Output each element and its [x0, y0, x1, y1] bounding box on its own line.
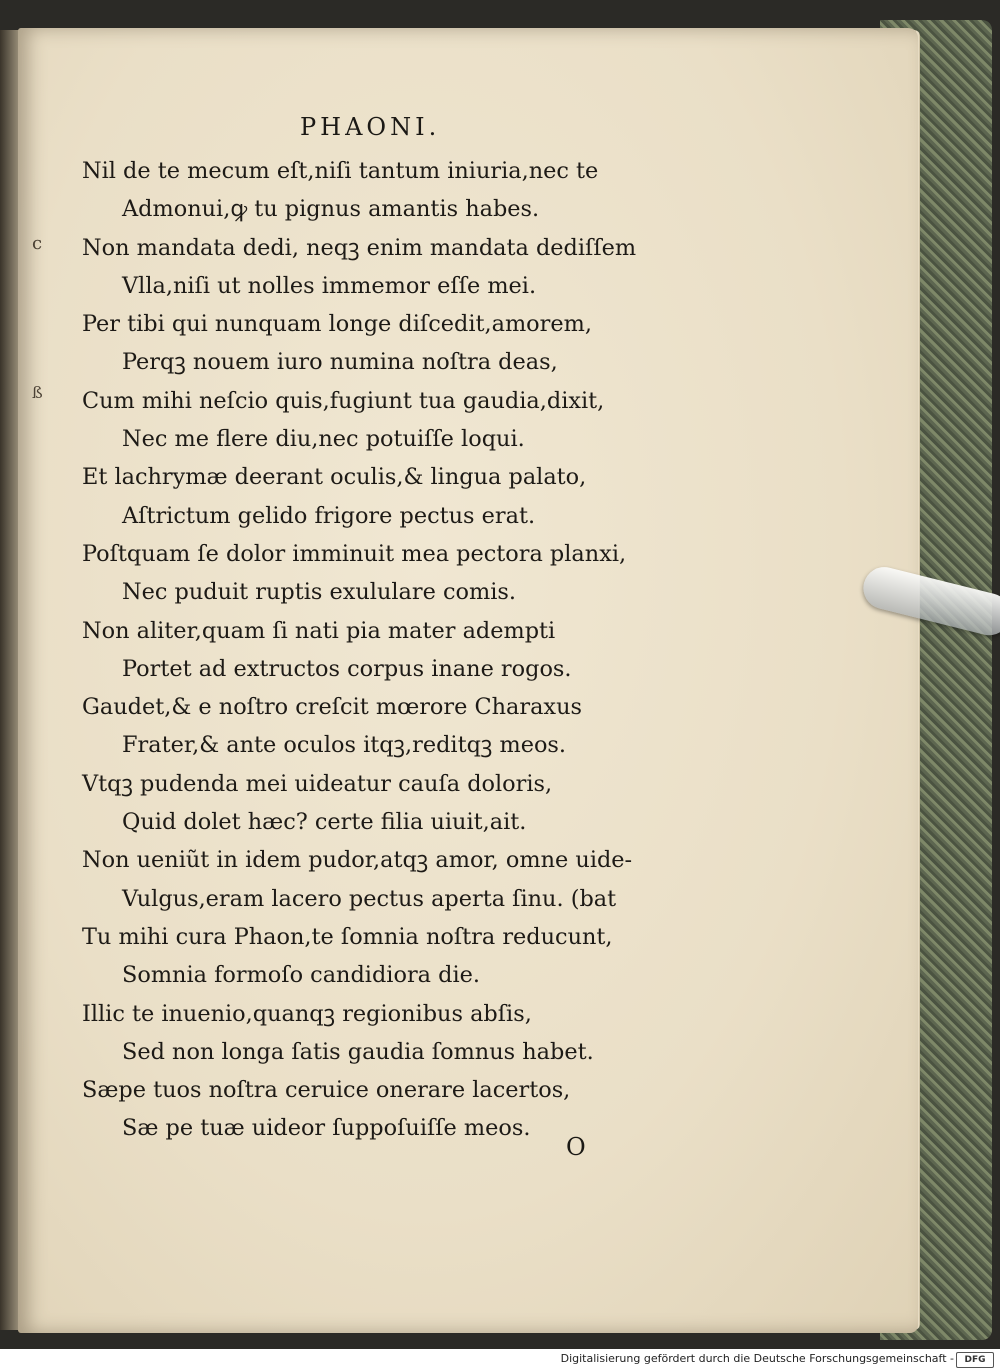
page-running-title: PHAONI. [300, 113, 441, 141]
verse-line: Nil de te mecum eſt,niſi tantum iniuria,nec te [82, 158, 599, 184]
verse-line: Poſtquam ſe dolor imminuit mea pectora planxi, [82, 540, 627, 567]
verse-line: Sæ pe tuæ uideor ſuppoſuiſſe meos. [122, 1115, 531, 1142]
verse-line: Nec me flere diu,nec potuiſſe loqui. [122, 426, 525, 453]
verse-line: Perqꝫ nouem iuro numina noſtra deas, [122, 349, 558, 376]
verse-line: Et lachrymæ deerant oculis,& lingua palato, [82, 464, 587, 491]
verse-line: Vlla,niſi ut nolles immemor eſſe mei. [122, 272, 537, 299]
verse-line: Sed non longa ſatis gaudia ſomnus habet. [122, 1038, 594, 1065]
margin-mark-lower: ß [32, 383, 43, 402]
digitization-footer [0, 1349, 1000, 1370]
verse-line: Nec puduit ruptis exululare comis. [122, 579, 516, 606]
verse-text-block [82, 152, 682, 1148]
verse-line: Portet ad extructos corpus inane rogos. [122, 655, 572, 682]
verse-line: Gaudet,& e noſtro creſcit mœrore Charaxus [82, 694, 582, 721]
verse-line: Frater,& ante oculos itqꝫ,reditqꝫ meos. [122, 732, 567, 759]
verse-line: Illic te inuenio,quanqꝫ regionibus abſis, [82, 1000, 532, 1027]
verse-line: Somnia formoſo candidiora die. [122, 962, 480, 989]
verse-line: Admonui,ꝙ tu pignus amantis habes. [122, 196, 540, 223]
margin-mark: c [32, 233, 43, 254]
verse-line: Aſtrictum gelido frigore pectus erat. [122, 502, 536, 529]
verse-line: Non mandata dedi, neqꝫ enim mandata dediſſem [82, 234, 637, 261]
verse-line: Vtqꝫ pudenda mei uideatur cauſa doloris, [82, 770, 553, 797]
verse-line: Non aliter,quam ſi nati pia mater adempti [82, 617, 556, 644]
catchword: O [566, 1133, 586, 1161]
verse-line: Tu mihi cura Phaon,te ſomnia noſtra reducunt, [82, 923, 613, 950]
dfg-logo: DFG [956, 1352, 994, 1368]
verse-line: Quid dolet hæc? certe filia uiuit,ait. [122, 809, 527, 836]
verse-line: Sæpe tuos noſtra ceruice onerare lacertos, [82, 1077, 571, 1104]
verse-line: Per tibi qui nunquam longe diſcedit,amorem, [82, 311, 592, 338]
verse-line: Non ueniũt in idem pudor,atqꝫ amor, omne uide- [82, 847, 633, 874]
footer-credit: Digitalisierung gefördert durch die Deutsche Forschungsgemeinschaft - [560, 1352, 954, 1365]
verse-line: Cum mihi neſcio quis,fugiunt tua gaudia,dixit, [82, 387, 605, 414]
verse-line: Vulgus,eram lacero pectus aperta ſinu. (bat [122, 885, 617, 912]
